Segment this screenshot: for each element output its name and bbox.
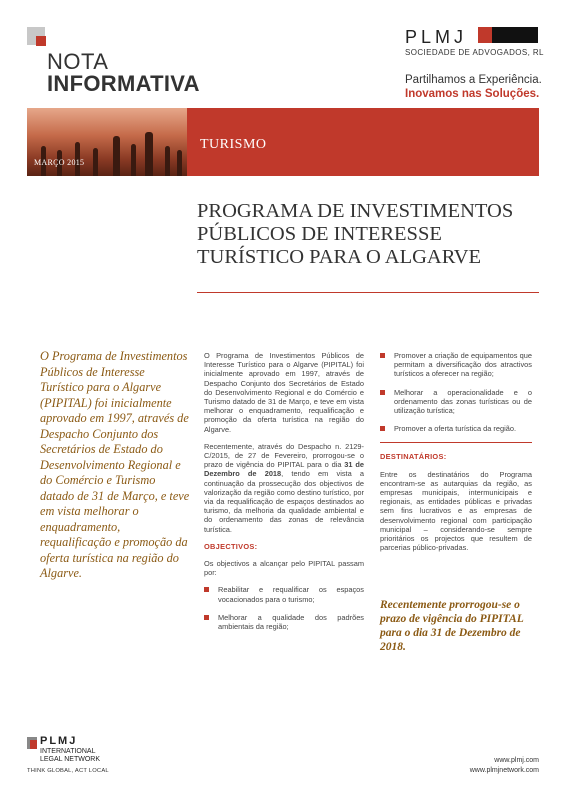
extension-paragraph bbox=[204, 442, 364, 534]
footer-slogan: THINK GLOBAL, ACT LOCAL bbox=[27, 768, 109, 774]
bullet-square-icon bbox=[380, 390, 385, 395]
section-label: TURISMO bbox=[200, 137, 267, 152]
title-line-2: PÚBLICOS DE INTERESSE bbox=[197, 223, 442, 245]
brand-logo-bar-accent bbox=[478, 27, 492, 43]
objectives-list-continued bbox=[380, 351, 532, 433]
extension-date: 31 de Dezembro de 2018 bbox=[204, 460, 364, 479]
title-line-1: PROGRAMA DE INVESTIMENTOS bbox=[197, 200, 514, 222]
footer-link-network[interactable]: www.plmjnetwork.com bbox=[469, 767, 539, 774]
footer-network bbox=[40, 748, 100, 763]
title-line-3: TURÍSTICO PARA O ALGARVE bbox=[197, 246, 482, 268]
bullet-square-icon bbox=[204, 587, 209, 592]
list-item: Promover a criação de equipamentos que permitam a diversificação dos atractivos turísticos a oferecer na região; bbox=[380, 351, 532, 379]
brand-subtitle: SOCIEDADE DE ADVOGADOS, RL bbox=[405, 48, 544, 57]
footer-brand: PLMJ bbox=[40, 735, 78, 747]
tagline-line-2: Inovamos nas Soluções. bbox=[405, 88, 540, 100]
brand-logo-text: PLMJ bbox=[405, 27, 468, 47]
bullet-square-icon bbox=[204, 615, 209, 620]
body-column-1 bbox=[204, 351, 364, 640]
page-title bbox=[197, 200, 537, 269]
informativa-label: INFORMATIVA bbox=[47, 71, 200, 96]
logo-square-red bbox=[36, 36, 46, 46]
objectives-heading: OBJECTIVOS: bbox=[204, 541, 258, 551]
footer-network-line-2: LEGAL NETWORK bbox=[40, 755, 101, 763]
body-column-2 bbox=[380, 351, 532, 560]
recipients-paragraph: Entre os destinatários do Programa encontram-se as autarquias da região, as empresas municipais, intermunicipais e regionais, as entidades públicas e privadas sem fins lucrativos e as empresas de desenvolvimento regional com participação municipal – considerando-se sempre prioritários os projectos que resultem de parcerias público-privadas. bbox=[380, 469, 532, 553]
extension-text-a: Recentemente, através do Despacho n. 2129-C/2015, de 27 de Fevereiro, prorrogou-se o prazo de vigência do PIPITAL para o dia bbox=[204, 441, 364, 470]
pull-quote-left: O Programa de Investimentos Públicos de Interesse Turístico para o Algarve (PIPITAL) foi inicialmente aprovado em 1997, através de Despacho Conjunto dos Secretários de Estado do Desenvolvimento Regional e do Comércio e Turismo datado de 31 de Março, e teve em vista melhorar o enquadramento, requalificação e promoção da oferta turística na região do Algarve. bbox=[40, 349, 190, 580]
list-item: Melhorar a operacionalidade e o ordenamento das zonas turísticas ou de utilização turística; bbox=[380, 388, 532, 416]
bullet-square-icon bbox=[380, 353, 385, 358]
issue-date: MARÇO 2015 bbox=[34, 158, 85, 167]
recipients-heading: DESTINATÁRIOS: bbox=[380, 452, 447, 462]
footer-link-plmj[interactable]: www.plmj.com bbox=[494, 757, 539, 764]
title-divider bbox=[197, 292, 539, 293]
objectives-intro: Os objectivos a alcançar pelo PIPITAL passam por: bbox=[204, 559, 364, 578]
tagline-line-1: Partilhamos a Experiência. bbox=[405, 74, 542, 86]
footer-network-line-1: INTERNATIONAL bbox=[40, 748, 96, 755]
pull-quote-right: Recentemente prorrogou-se o prazo de vigência do PIPITAL para o dia 31 de Dezembro de 2018. bbox=[380, 599, 524, 653]
objectives-list bbox=[204, 585, 364, 631]
bullet-square-icon bbox=[380, 426, 385, 431]
list-item: Promover a oferta turística da região. bbox=[380, 424, 532, 433]
list-item: Reabilitar e requalificar os espaços vocacionados para o turismo; bbox=[204, 585, 364, 603]
section-divider bbox=[380, 442, 532, 443]
extension-text-b: , tendo em vista a continuação da prossecução dos objectivos de valorização da região como destino turístico, por via da requalificação de espaços destinados ao turismo, da melhoria da qualidade ambiental e do ordenamento das zonas de relevância turística. bbox=[204, 469, 364, 534]
intro-paragraph: O Programa de Investimentos Públicos de Interesse Turístico para o Algarve (PIPITAL) foi inicialmente aprovado em 1997, através de Despacho Conjunto dos Secretários de Estado do Desenvolvimento Regional e do Comércio e Turismo datado de 31 de Março, e teve em vista melhorar o enquadramento, requalificação e promoção da oferta turística na região do Algarve. bbox=[204, 351, 364, 434]
list-item: Melhorar a qualidade dos padrões ambientais da região; bbox=[204, 613, 364, 631]
nota-label: NOTA bbox=[47, 49, 109, 74]
footer-logo-square-accent bbox=[30, 740, 37, 749]
